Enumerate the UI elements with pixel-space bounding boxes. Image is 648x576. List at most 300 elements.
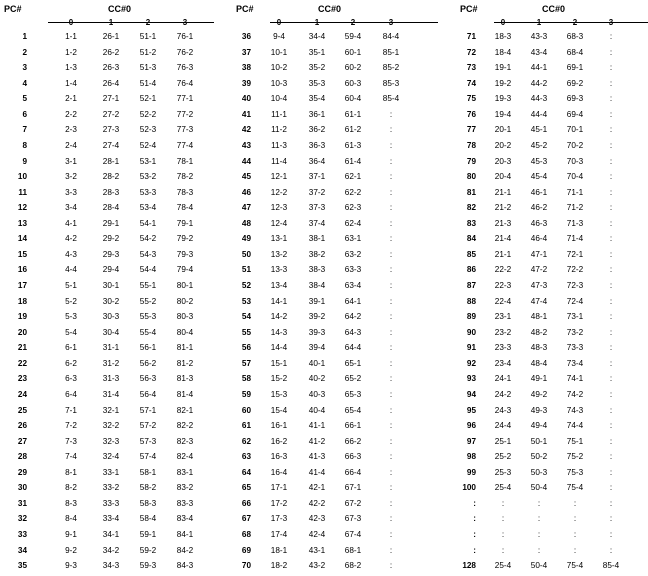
pc-number-cell: 17: [17, 281, 27, 290]
cc-value-cell: 65-3: [344, 389, 362, 399]
cc-value-cell: 82-1: [176, 405, 194, 415]
cc-value-cell: 53-3: [139, 187, 157, 197]
table-row: [450, 62, 648, 78]
pc-number-cell: 20: [17, 327, 27, 337]
cc-value-cell: 28-4: [102, 203, 120, 213]
cc-value-cell: :: [389, 140, 393, 150]
cc-value-cell: 85-4: [382, 94, 400, 104]
cc-value-cell: :: [537, 514, 541, 524]
pc-number-cell: 67: [241, 514, 251, 524]
cc-value-cell: :: [609, 218, 613, 228]
cc-value-cell: 13-4: [270, 281, 288, 290]
cc-value-cell: :: [609, 156, 613, 166]
cc-value-cell: 59-1: [139, 530, 157, 539]
cc-value-cell: 53-4: [139, 203, 157, 213]
cc-value-cell: 1-4: [65, 78, 77, 88]
subcolumn-header-row: [450, 18, 648, 31]
pc-number-cell: 36: [241, 32, 251, 41]
pc-number-cell: 60: [241, 405, 251, 415]
cc-value-cell: 18-2: [270, 561, 288, 571]
table-row: [0, 233, 214, 249]
table-row: [226, 47, 436, 63]
cc-value-cell: 38-3: [308, 265, 326, 275]
cc-value-cell: 13-1: [270, 234, 288, 244]
table-row: [226, 140, 436, 156]
cc-value-cell: 36-4: [308, 156, 326, 166]
cc-value-cell: 66-4: [344, 467, 362, 477]
pc-number-cell: 88: [466, 296, 476, 306]
table-row: [226, 218, 436, 234]
pc-number-cell: :: [473, 545, 476, 555]
pc-number-cell: :: [473, 498, 476, 508]
mapping-table-1: [0, 4, 214, 576]
pc-number-cell: 92: [466, 358, 476, 368]
pc-number-cell: 39: [241, 78, 251, 88]
cc-value-cell: 23-3: [494, 343, 512, 353]
pc-number-cell: 5: [22, 94, 27, 104]
cc-value-cell: :: [389, 296, 393, 306]
cc-value-cell: :: [389, 249, 393, 259]
cc-value-cell: 17-4: [270, 530, 288, 539]
pc-number-cell: :: [473, 530, 476, 539]
cc-value-cell: 2-4: [65, 140, 77, 150]
cc-value-cell: 54-4: [139, 265, 157, 275]
cc-value-cell: 31-1: [102, 343, 120, 353]
pc-number-cell: 63: [241, 452, 251, 462]
cc-value-cell: 43-1: [308, 545, 326, 555]
cc-value-cell: 83-4: [176, 514, 194, 524]
pc-number-cell: 2: [22, 47, 27, 57]
cc-value-cell: :: [609, 436, 613, 446]
pc-number-cell: 75: [466, 94, 476, 104]
cc-value-cell: 40-3: [308, 389, 326, 399]
pc-number-cell: 54: [241, 312, 251, 322]
cc-value-cell: 1-1: [65, 32, 77, 41]
cc-value-cell: :: [389, 172, 393, 182]
table-row: [450, 436, 648, 452]
cc-value-cell: 24-3: [494, 405, 512, 415]
cc-value-cell: 54-2: [139, 234, 157, 244]
cc-value-cell: 85-4: [602, 561, 620, 571]
pc-number-cell: 64: [241, 467, 251, 477]
cc-value-cell: :: [609, 187, 613, 197]
cc-value-cell: 60-4: [344, 94, 362, 104]
table-row: [226, 202, 436, 218]
table-row: [226, 311, 436, 327]
pc-column-header: PC#: [460, 4, 478, 14]
table-row: [226, 62, 436, 78]
cc-value-cell: 30-4: [102, 327, 120, 337]
cc-value-cell: 19-1: [494, 63, 512, 73]
table-row: [226, 420, 436, 436]
cc-value-cell: 8-4: [65, 514, 77, 524]
table-row: [450, 498, 648, 514]
cc-value-cell: 52-1: [139, 94, 157, 104]
table-row: [226, 93, 436, 109]
table-row: [226, 358, 436, 374]
table-row: [226, 156, 436, 172]
table-row: [226, 405, 436, 421]
cc-value-cell: 2-1: [65, 94, 77, 104]
cc-value-cell: 59-4: [344, 32, 362, 41]
cc-value-cell: 24-4: [494, 421, 512, 431]
pc-number-cell: 50: [241, 249, 251, 259]
cc-value-cell: 25-4: [494, 483, 512, 493]
cc-value-cell: 35-2: [308, 63, 326, 73]
cc-value-cell: 54-1: [139, 218, 157, 228]
cc-value-cell: 45-4: [530, 172, 548, 182]
pc-number-cell: 96: [466, 421, 476, 431]
cc-value-cell: 30-2: [102, 296, 120, 306]
cc-value-cell: 49-4: [530, 421, 548, 431]
cc-value-cell: 78-4: [176, 203, 194, 213]
cc-value-cell: :: [609, 203, 613, 213]
cc-value-cell: 23-2: [494, 327, 512, 337]
cc-value-cell: 32-2: [102, 421, 120, 431]
cc-value-cell: 62-4: [344, 218, 362, 228]
table-row: [450, 233, 648, 249]
table-row: [226, 31, 436, 47]
cc-value-cell: 8-2: [65, 483, 77, 493]
table-row: [450, 467, 648, 483]
table-row: [450, 47, 648, 63]
cc-value-cell: 80-1: [176, 281, 194, 290]
cc-value-cell: 44-3: [530, 94, 548, 104]
cc-value-cell: 84-3: [176, 561, 194, 571]
cc-value-cell: 81-1: [176, 343, 194, 353]
cc-value-cell: 32-3: [102, 436, 120, 446]
cc-value-cell: 63-2: [344, 249, 362, 259]
cc-value-cell: 33-2: [102, 483, 120, 493]
pc-number-cell: 26: [17, 421, 27, 431]
pc-number-cell: 79: [466, 156, 476, 166]
table-row: [450, 482, 648, 498]
pc-number-cell: 97: [466, 436, 476, 446]
table-row: [0, 560, 214, 576]
pc-number-cell: 61: [241, 421, 251, 431]
cc-value-cell: 76-2: [176, 47, 194, 57]
cc-value-cell: 10-1: [270, 47, 288, 57]
cc-value-cell: 83-3: [176, 498, 194, 508]
pc-number-cell: 51: [241, 265, 251, 275]
cc-value-cell: 12-2: [270, 187, 288, 197]
cc-value-cell: :: [389, 234, 393, 244]
cc-value-cell: 32-1: [102, 405, 120, 415]
cc-value-cell: 73-1: [566, 312, 584, 322]
cc-value-cell: 9-2: [65, 545, 77, 555]
cc-value-cell: 12-1: [270, 172, 288, 182]
cc-group-header: CC#0: [108, 4, 132, 14]
cc-value-cell: 14-4: [270, 343, 288, 353]
pc-number-cell: 3: [22, 63, 27, 73]
pc-number-cell: 78: [466, 140, 476, 150]
cc-value-cell: 79-1: [176, 218, 194, 228]
cc-value-cell: 53-1: [139, 156, 157, 166]
cc-value-cell: 76-3: [176, 63, 194, 73]
pc-number-cell: 28: [17, 452, 27, 462]
cc-value-cell: 4-4: [65, 265, 77, 275]
cc-value-cell: 16-1: [270, 421, 288, 431]
cc-value-cell: :: [389, 436, 393, 446]
cc-value-cell: :: [389, 125, 393, 135]
cc-value-cell: 8-1: [65, 467, 77, 477]
cc-value-cell: 15-1: [270, 358, 288, 368]
cc-value-cell: 32-4: [102, 452, 120, 462]
cc-value-cell: :: [609, 281, 613, 290]
pc-number-cell: 45: [241, 172, 251, 182]
cc-value-cell: 20-4: [494, 172, 512, 182]
cc-value-cell: 14-2: [270, 312, 288, 322]
cc-value-cell: 56-1: [139, 343, 157, 353]
cc-value-cell: 12-4: [270, 218, 288, 228]
cc-value-cell: 47-3: [530, 281, 548, 290]
cc-value-cell: 52-4: [139, 140, 157, 150]
pc-number-cell: 35: [17, 561, 27, 571]
cc-value-cell: 57-3: [139, 436, 157, 446]
cc-value-cell: 31-3: [102, 374, 120, 384]
cc-value-cell: 67-3: [344, 514, 362, 524]
cc-value-cell: :: [389, 389, 393, 399]
cc-value-cell: 20-1: [494, 125, 512, 135]
cc-value-cell: 59-3: [139, 561, 157, 571]
cc-value-cell: 79-2: [176, 234, 194, 244]
cc-value-cell: 66-3: [344, 452, 362, 462]
table-row: [226, 249, 436, 265]
cc-value-cell: 76-1: [176, 32, 194, 41]
cc-value-cell: 65-1: [344, 358, 362, 368]
cc-value-cell: 33-1: [102, 467, 120, 477]
cc-value-cell: 71-4: [566, 234, 584, 244]
cc-value-cell: :: [609, 265, 613, 275]
cc-value-cell: 58-1: [139, 467, 157, 477]
table-row: [0, 124, 214, 140]
cc-value-cell: 34-4: [308, 32, 326, 41]
table-row: [0, 31, 214, 47]
cc-value-cell: 28-1: [102, 156, 120, 166]
pc-number-cell: 52: [241, 281, 251, 290]
cc-value-cell: :: [609, 498, 613, 508]
table-row: [226, 187, 436, 203]
pc-number-cell: 19: [17, 312, 27, 322]
cc-value-cell: :: [609, 312, 613, 322]
cc-value-cell: 55-3: [139, 312, 157, 322]
cc-value-cell: 13-2: [270, 249, 288, 259]
cc-value-cell: :: [609, 545, 613, 555]
cc-value-cell: :: [389, 156, 393, 166]
cc-value-cell: 19-4: [494, 109, 512, 119]
pc-number-cell: 59: [241, 389, 251, 399]
cc-value-cell: 22-4: [494, 296, 512, 306]
cc-value-cell: :: [609, 483, 613, 493]
cc-value-cell: 75-1: [566, 436, 584, 446]
cc-value-cell: 6-1: [65, 343, 77, 353]
table-row: [450, 342, 648, 358]
subcolumn-header: 0: [276, 18, 282, 27]
table-row: [226, 451, 436, 467]
pc-number-cell: 77: [466, 125, 476, 135]
pc-number-cell: 41: [241, 109, 251, 119]
table-row: [0, 436, 214, 452]
cc-value-cell: 56-3: [139, 374, 157, 384]
table-row: [0, 467, 214, 483]
cc-value-cell: 69-4: [566, 109, 584, 119]
cc-value-cell: 65-4: [344, 405, 362, 415]
cc-value-cell: 45-1: [530, 125, 548, 135]
cc-value-cell: 15-2: [270, 374, 288, 384]
cc-value-cell: 82-4: [176, 452, 194, 462]
table-row: [226, 78, 436, 94]
cc-value-cell: 28-2: [102, 172, 120, 182]
table-row: [450, 93, 648, 109]
cc-value-cell: 37-4: [308, 218, 326, 228]
cc-value-cell: :: [389, 312, 393, 322]
pc-number-cell: 82: [466, 203, 476, 213]
cc-value-cell: 21-1: [494, 249, 512, 259]
cc-value-cell: 5-3: [65, 312, 77, 322]
cc-value-cell: 73-3: [566, 343, 584, 353]
pc-number-cell: 44: [241, 156, 251, 166]
table-row: [226, 467, 436, 483]
cc-value-cell: :: [609, 249, 613, 259]
cc-value-cell: 5-2: [65, 296, 77, 306]
table-row: [450, 249, 648, 265]
table-row: [450, 451, 648, 467]
cc-value-cell: :: [389, 467, 393, 477]
cc-value-cell: :: [609, 47, 613, 57]
cc-value-cell: 43-3: [530, 32, 548, 41]
cc-value-cell: :: [389, 374, 393, 384]
cc-value-cell: 66-2: [344, 436, 362, 446]
cc-value-cell: :: [501, 530, 505, 539]
cc-value-cell: 78-3: [176, 187, 194, 197]
cc-value-cell: :: [501, 498, 505, 508]
cc-value-cell: 31-4: [102, 389, 120, 399]
table-row: [450, 124, 648, 140]
pc-number-cell: 7: [22, 125, 27, 135]
cc-value-cell: :: [609, 343, 613, 353]
cc-value-cell: 3-4: [65, 203, 77, 213]
pc-column-header: PC#: [4, 4, 22, 14]
cc-value-cell: 14-3: [270, 327, 288, 337]
cc-value-cell: 58-3: [139, 498, 157, 508]
cc-value-cell: 51-4: [139, 78, 157, 88]
pc-number-cell: 84: [466, 234, 476, 244]
table-row: [450, 327, 648, 343]
cc-value-cell: 79-4: [176, 265, 194, 275]
table-row: [0, 420, 214, 436]
table-row: [0, 311, 214, 327]
cc-value-cell: 72-1: [566, 249, 584, 259]
cc-value-cell: 7-4: [65, 452, 77, 462]
table-row: [450, 187, 648, 203]
subcolumn-header: 2: [572, 18, 578, 27]
pc-number-cell: 32: [17, 514, 27, 524]
subcolumn-header: 1: [536, 18, 542, 27]
pc-number-cell: 16: [17, 265, 27, 275]
cc-value-cell: :: [609, 125, 613, 135]
subcolumn-header: 3: [182, 18, 188, 27]
table-row: [0, 109, 214, 125]
cc-value-cell: 64-1: [344, 296, 362, 306]
cc-value-cell: 77-2: [176, 109, 194, 119]
cc-value-cell: 11-2: [271, 125, 287, 135]
cc-value-cell: 50-2: [530, 452, 548, 462]
cc-value-cell: 63-3: [344, 265, 362, 275]
table-row: [226, 327, 436, 343]
pc-number-cell: 65: [241, 483, 251, 493]
cc-value-cell: :: [609, 78, 613, 88]
cc-value-cell: :: [609, 327, 613, 337]
cc-value-cell: 20-3: [494, 156, 512, 166]
table-row: [0, 140, 214, 156]
cc-value-cell: 71-1: [566, 187, 584, 197]
pc-number-cell: 15: [17, 249, 27, 259]
cc-value-cell: 46-1: [530, 187, 548, 197]
pc-number-cell: 71: [466, 32, 476, 41]
subcolumn-header: 1: [108, 18, 114, 27]
cc-value-cell: 4-2: [65, 234, 77, 244]
cc-value-cell: 6-2: [65, 358, 77, 368]
cc-value-cell: 16-2: [270, 436, 288, 446]
cc-value-cell: 77-4: [176, 140, 194, 150]
cc-value-cell: 37-2: [308, 187, 326, 197]
cc-value-cell: 7-1: [65, 405, 77, 415]
cc-value-cell: 81-4: [176, 389, 194, 399]
table-row: [0, 327, 214, 343]
cc-value-cell: 82-3: [176, 436, 194, 446]
cc-value-cell: 2-2: [65, 109, 77, 119]
pc-number-cell: 14: [17, 234, 27, 244]
table-row: [450, 156, 648, 172]
cc-value-cell: 66-1: [344, 421, 362, 431]
pc-number-cell: 62: [241, 436, 251, 446]
cc-value-cell: 74-1: [566, 374, 584, 384]
pc-number-cell: 95: [466, 405, 476, 415]
cc-value-cell: 29-2: [102, 234, 120, 244]
cc-value-cell: 80-4: [176, 327, 194, 337]
cc-value-cell: :: [609, 234, 613, 244]
cc-value-cell: 61-3: [344, 140, 362, 150]
cc-value-cell: 26-1: [102, 32, 120, 41]
table-row: [450, 280, 648, 296]
cc-value-cell: :: [389, 343, 393, 353]
pc-number-cell: 43: [241, 140, 251, 150]
cc-value-cell: 7-2: [65, 421, 77, 431]
cc-value-cell: 60-1: [344, 47, 362, 57]
table-row: [0, 280, 214, 296]
cc-value-cell: 10-4: [270, 94, 288, 104]
cc-value-cell: 51-3: [139, 63, 157, 73]
cc-value-cell: 20-2: [494, 140, 512, 150]
cc-value-cell: 50-4: [530, 561, 548, 571]
cc-value-cell: 8-3: [65, 498, 77, 508]
pc-number-cell: 30: [17, 483, 27, 493]
cc-value-cell: 3-1: [65, 156, 77, 166]
cc-value-cell: 75-4: [566, 561, 584, 571]
cc-value-cell: 19-3: [494, 94, 512, 104]
cc-value-cell: 40-4: [308, 405, 326, 415]
cc-value-cell: :: [609, 467, 613, 477]
table-row: [450, 202, 648, 218]
mapping-table-3: [450, 4, 648, 576]
cc-value-cell: 57-4: [139, 452, 157, 462]
cc-value-cell: 30-1: [102, 281, 120, 290]
cc-value-cell: :: [609, 63, 613, 73]
pc-number-cell: 83: [466, 218, 476, 228]
cc-value-cell: :: [389, 452, 393, 462]
cc-value-cell: :: [609, 374, 613, 384]
cc-value-cell: 58-2: [139, 483, 157, 493]
